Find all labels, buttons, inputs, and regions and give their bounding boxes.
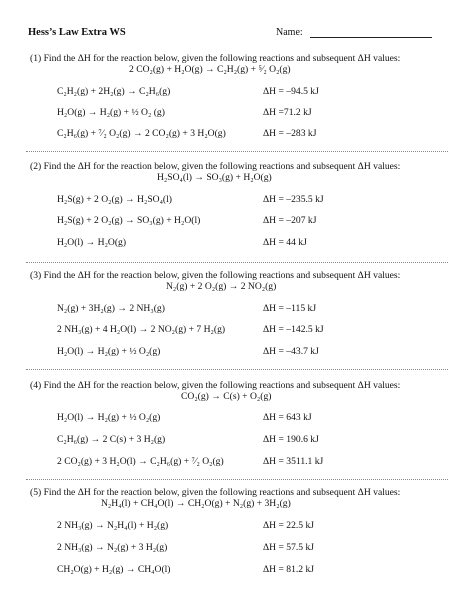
enthalpy-value: ΔH = –43.7 kJ	[263, 346, 319, 357]
enthalpy-value: ΔH = –115 kJ	[263, 303, 317, 314]
given-reaction: H₂O(l) → H₂O(g)	[57, 237, 127, 248]
enthalpy-value: ΔH = 643 kJ	[263, 412, 312, 423]
given-reaction: C₂H₆(g) + ⁷⁄₂ O₂(g) → 2 CO₂(g) + 3 H₂O(g)	[57, 128, 226, 139]
name-blank-line	[310, 37, 432, 38]
given-reaction: H₂S(g) + 2 O₂(g) → SO₃(g) + H₂O(l)	[57, 215, 201, 226]
given-reaction: 2 NH₃(g) → N₂(g) + 3 H₂(g)	[57, 542, 168, 553]
given-reaction: C₂H₂(g) + 2H₂(g) → C₂H₆(g)	[57, 86, 171, 97]
question-text: (3) Find the ΔH for the reaction below, given the following reactions and subsequent ΔH values:	[30, 270, 401, 281]
enthalpy-value: ΔH = 3511.1 kJ	[263, 456, 324, 467]
given-reaction: 2 NH₃(g) + 4 H₂O(l) → 2 NO₂(g) + 7 H₂(g)	[57, 324, 226, 335]
given-reaction: CH₂O(g) + H₂(g) → CH₄O(l)	[57, 564, 171, 575]
target-reaction: CO₂(g) → C(s) + O₂(g)	[181, 391, 272, 402]
enthalpy-value: ΔH =71.2 kJ	[263, 107, 312, 118]
question-text: (5) Find the ΔH for the reaction below, given the following reactions and subsequent ΔH values:	[30, 487, 401, 498]
enthalpy-value: ΔH = 190.6 kJ	[263, 434, 319, 445]
question-text: (4) Find the ΔH for the reaction below, given the following reactions and subsequent ΔH values:	[30, 380, 401, 391]
enthalpy-value: ΔH = 44 kJ	[263, 237, 307, 248]
enthalpy-value: ΔH = 22.5 kJ	[263, 520, 315, 531]
section-divider	[26, 479, 448, 480]
given-reaction: H₂O(l) → H₂(g) + ½ O₂(g)	[57, 412, 161, 423]
name-label: Name:	[276, 27, 303, 38]
enthalpy-value: ΔH = –235.5 kJ	[263, 194, 324, 205]
question-text: (1) Find the ΔH for the reaction below, given the following reactions and subsequent ΔH values:	[30, 53, 401, 64]
given-reaction: C₂H₆(g) → 2 C(s) + 3 H₂(g)	[57, 434, 166, 445]
target-reaction: N₂H₄(l) + CH₄O(l) → CH₂O(g) + N₂(g) + 3H₂(g)	[101, 498, 291, 509]
given-reaction: 2 CO₂(g) + 3 H₂O(l) → C₂H₆(g) + ⁷⁄₂ O₂(g)	[57, 456, 224, 467]
enthalpy-value: ΔH = –283 kJ	[263, 128, 317, 139]
target-reaction: H₂SO₄(l) → SO₃(g) + H₂O(g)	[157, 172, 272, 183]
enthalpy-value: ΔH = –207 kJ	[263, 215, 317, 226]
given-reaction: H₂S(g) + 2 O₂(g) → H₂SO₄(l)	[57, 194, 172, 205]
enthalpy-value: ΔH = 57.5 kJ	[263, 542, 315, 553]
target-reaction: 2 CO₂(g) + H₂O(g) → C₂H₂(g) + ⁵⁄₂ O₂(g)	[129, 64, 291, 75]
given-reaction: 2 NH₃(g) → N₂H₄(l) + H₂(g)	[57, 520, 169, 531]
given-reaction: H₂O(g) → H₂(g) + ½ O₂ (g)	[57, 107, 165, 118]
enthalpy-value: ΔH = 81.2 kJ	[263, 564, 315, 575]
given-reaction: N₂(g) + 3H₂(g) → 2 NH₃(g)	[57, 303, 165, 314]
section-divider	[26, 262, 448, 263]
target-reaction: N₂(g) + 2 O₂(g) → 2 NO₂(g)	[166, 281, 277, 292]
enthalpy-value: ΔH = –142.5 kJ	[263, 324, 324, 335]
enthalpy-value: ΔH = –94.5 kJ	[263, 86, 319, 97]
given-reaction: H₂O(l) → H₂(g) + ½ O₂(g)	[57, 346, 161, 357]
section-divider	[26, 369, 448, 370]
section-divider	[26, 151, 448, 152]
question-text: (2) Find the ΔH for the reaction below, given the following reactions and subsequent ΔH values:	[30, 161, 401, 172]
worksheet-title: Hess’s Law Extra WS	[28, 27, 126, 38]
